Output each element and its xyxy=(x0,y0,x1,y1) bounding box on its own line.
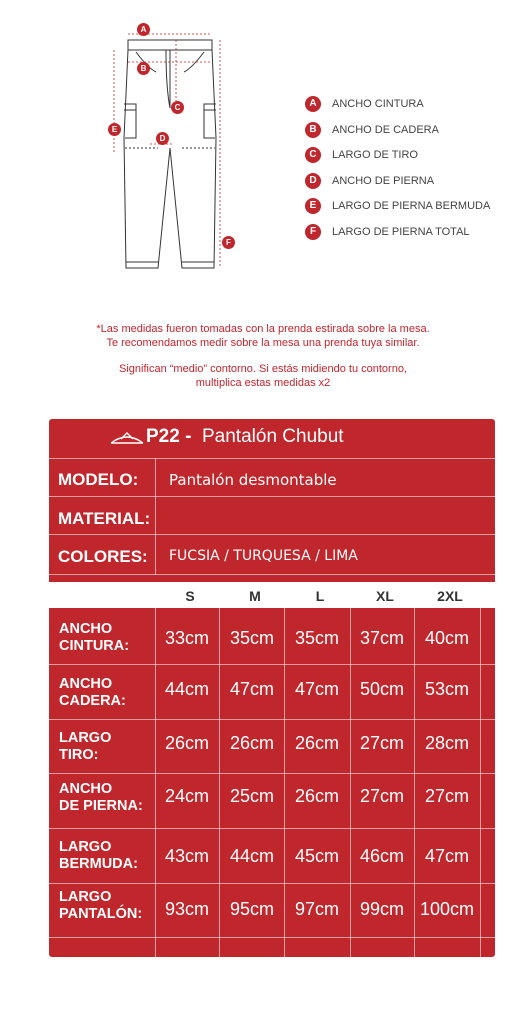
size-value-cell: 50cm xyxy=(359,679,404,699)
legend-label: ANCHO CINTURA xyxy=(332,98,424,110)
size-value-cell: 46cm xyxy=(359,846,404,866)
size-value-cell: 26cm xyxy=(294,733,339,753)
row-label-line: LARGO xyxy=(59,889,112,905)
legend-label: LARGO DE PIERNA TOTAL xyxy=(332,225,470,238)
divider xyxy=(49,773,495,774)
size-value-cell: 26cm xyxy=(164,733,209,753)
row-label-line: PANTALÓN: xyxy=(59,906,143,922)
legend-item xyxy=(305,147,520,173)
size-value-cell: 40cm xyxy=(424,628,469,648)
legend-badge: F xyxy=(305,224,321,240)
size-value-cell: 44cm xyxy=(164,679,209,699)
legend-label: LARGO DE PIERNA BERMUDA xyxy=(332,200,491,212)
row-label-largo-bermuda xyxy=(59,839,159,873)
marker-d: D xyxy=(156,132,169,145)
colores-value: FUCSIA / TURQUESA / LIMA xyxy=(169,548,358,564)
size-value-cell: 24cm xyxy=(164,786,209,806)
colores-label: COLORES: xyxy=(58,547,148,566)
row-label-line: CINTURA: xyxy=(59,638,130,654)
row-label-largo-pantalon xyxy=(59,889,159,923)
note-line: multiplica estas medidas x2 xyxy=(195,377,331,389)
size-value-cell: 27cm xyxy=(359,733,404,753)
measurement-legend xyxy=(305,96,520,249)
size-value-cell: 99cm xyxy=(359,899,404,919)
row-label-line: CADERA: xyxy=(59,693,126,709)
row-label-line: BERMUDA: xyxy=(59,856,138,872)
row-label-line: LARGO xyxy=(59,839,112,855)
product-code: P22 - xyxy=(146,426,192,447)
size-value-cell: 47cm xyxy=(424,846,469,866)
size-value-cell: 43cm xyxy=(164,846,209,866)
divider xyxy=(480,582,481,957)
legend-item xyxy=(305,224,520,250)
divider xyxy=(49,534,495,535)
brand-logo-icon xyxy=(109,427,145,447)
size-value-cell: 97cm xyxy=(294,899,339,919)
size-header-2xl: 2XL xyxy=(437,588,463,604)
legend-item xyxy=(305,122,520,148)
divider xyxy=(49,574,495,575)
size-value-cell: 100cm xyxy=(419,899,475,919)
divider xyxy=(49,883,495,884)
material-label: MATERIAL: xyxy=(58,509,151,528)
row-label-line: ANCHO xyxy=(59,621,113,637)
legend-item xyxy=(305,173,520,199)
legend-badge: E xyxy=(305,198,321,214)
row-label-ancho-cadera xyxy=(59,676,159,710)
legend-label: ANCHO DE CADERA xyxy=(332,123,439,136)
size-value-cell: 47cm xyxy=(294,679,339,699)
note-line: *Las medidas fueron tomadas con la prenda estirada sobre la mesa. xyxy=(96,323,430,335)
size-header-xl: XL xyxy=(376,588,394,604)
pants-diagram xyxy=(100,18,250,280)
row-label-line: LARGO xyxy=(59,730,112,746)
size-value-cell: 45cm xyxy=(294,846,339,866)
size-value-cell: 35cm xyxy=(294,628,339,648)
size-value-cell: 28cm xyxy=(424,733,469,753)
row-label-line: DE PIERNA: xyxy=(59,798,143,814)
marker-f: F xyxy=(222,236,235,249)
divider xyxy=(49,828,495,829)
size-value-cell: 93cm xyxy=(164,899,209,919)
modelo-value: Pantalón desmontable xyxy=(169,471,337,489)
size-value-cell: 47cm xyxy=(229,679,274,699)
row-label-line: TIRO: xyxy=(59,747,99,763)
row-label-line: ANCHO xyxy=(59,781,113,797)
size-value-cell: 35cm xyxy=(229,628,274,648)
divider xyxy=(49,496,495,497)
divider xyxy=(49,458,495,459)
legend-badge: D xyxy=(305,173,321,189)
row-label-ancho-pierna xyxy=(59,781,159,815)
product-name: Pantalón Chubut xyxy=(202,426,344,447)
note-line: Te recomendamos medir sobre la mesa una prenda tuya similar. xyxy=(106,337,420,349)
size-value-cell: 27cm xyxy=(359,786,404,806)
divider xyxy=(49,937,495,938)
legend-badge: A xyxy=(305,96,321,112)
legend-label: ANCHO DE PIERNA xyxy=(332,174,435,187)
divider xyxy=(49,664,495,665)
size-value-cell: 25cm xyxy=(229,786,274,806)
size-header-l: L xyxy=(315,588,325,604)
size-value-cell: 37cm xyxy=(359,628,404,648)
note-line: Significan “medio” contorno. Si estás midiendo tu contorno, xyxy=(119,363,407,375)
divider xyxy=(155,458,156,575)
size-value-cell: 33cm xyxy=(164,628,209,648)
size-header-m: M xyxy=(249,588,261,604)
divider xyxy=(49,719,495,720)
size-value-cell: 53cm xyxy=(424,679,469,699)
legend-item xyxy=(305,198,520,224)
marker-c: C xyxy=(171,101,184,114)
legend-item xyxy=(305,96,520,122)
size-value-cell: 95cm xyxy=(229,899,274,919)
row-label-largo-tiro xyxy=(59,730,159,764)
legend-badge: B xyxy=(305,122,321,138)
marker-e: E xyxy=(108,123,121,136)
legend-label: LARGO DE TIRO xyxy=(332,149,418,161)
size-header-s: S xyxy=(185,588,195,604)
size-value-cell: 26cm xyxy=(229,733,274,753)
product-title-bar xyxy=(49,419,495,457)
legend-badge: C xyxy=(305,147,321,163)
marker-a: A xyxy=(137,23,150,36)
row-label-ancho-cintura xyxy=(59,621,159,655)
modelo-label: MODELO: xyxy=(58,470,139,489)
size-value-cell: 26cm xyxy=(294,786,339,806)
row-label-line: ANCHO xyxy=(59,676,113,692)
size-value-cell: 44cm xyxy=(229,846,274,866)
size-value-cell: 27cm xyxy=(424,786,469,806)
marker-b: B xyxy=(137,62,150,75)
